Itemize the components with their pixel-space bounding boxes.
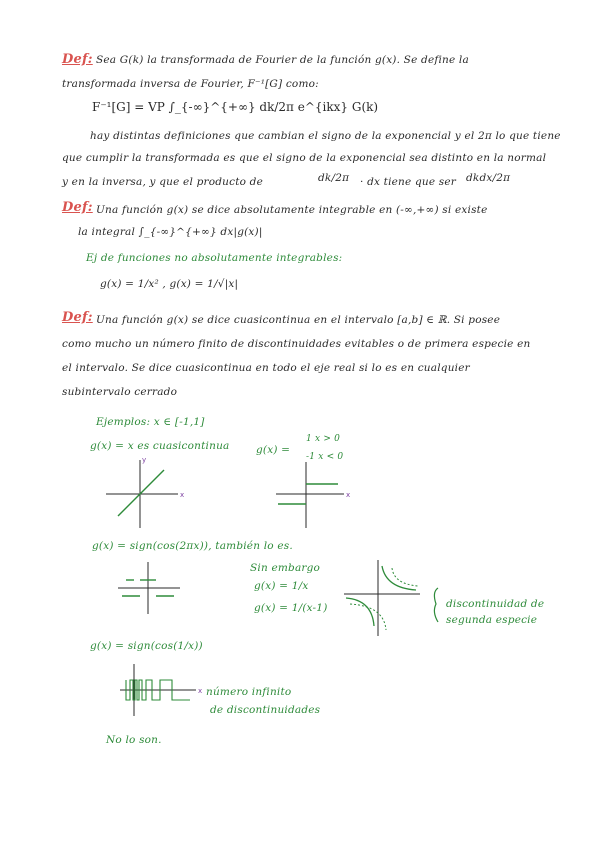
def3-line3: el intervalo. Se dice cuasicontinua en todo el eje real si lo es en cualquier [62,362,470,374]
def2-line1: Una función g(x) se dice absolutamente integrable en (-∞,+∞) si existe [96,204,488,216]
def1-text2: que cumplir la transformada es que el signo de la exponencial sea distinto en la normal [62,152,547,164]
plot1-x-label: x [180,491,185,499]
examples-title: Ejemplos: x ∈ [-1,1] [96,416,205,428]
example-2-lhs: g(x) = [256,444,291,456]
example-6: g(x) = sign(cos(1/x)) [90,640,203,652]
def3-line4: subintervalo cerrado [62,386,178,398]
example-2-case1: 1 x > 0 [306,434,341,444]
def1-line2: transformada inversa de Fourier, F⁻¹[G] como: [62,78,319,90]
def1-frac1: dk/2π [318,172,350,184]
example-4: g(x) = 1/x [254,580,309,592]
def-tag-1: Def: [62,52,93,67]
plot1-y-label: y [142,456,147,464]
example-3: g(x) = sign(cos(2πx)), también lo es. [92,540,293,552]
def2-example-title: Ej de funciones no absolutamente integrables: [86,252,343,264]
plot-hyperbolas [344,560,420,636]
sin-embargo: Sin embargo [250,562,321,574]
def1-text1: hay distintas definiciones que cambian el signo de la exponencial y el 2π lo que tiene [90,130,561,142]
plot-infinite-oscillation [120,664,196,716]
brace-note-1: discontinuidad de [446,598,545,610]
def3-line2: como mucho un número finito de discontinuidades evitables o de primera especie en [62,338,531,350]
def1-frac2: dkdx/2π [466,172,511,184]
inverse-fourier-formula: F⁻¹[G] = VP ∫_{-∞}^{+∞} dk/2π e^{ikx} G(k) [92,100,379,114]
note-infinite-1: número infinito [206,686,292,698]
note-infinite-2: de discontinuidades [210,704,321,716]
plot2-x-label: x [346,491,351,499]
def1-text3: y en la inversa, y que el producto de [62,176,264,188]
plot-sign-cos [118,562,180,614]
def-tag-2: Def: [62,200,93,215]
plot5-x-label: x [198,687,203,695]
def1-text3b: · dx tiene que ser [360,176,457,188]
def2-line2: la integral ∫_{-∞}^{+∞} dx|g(x)| [78,226,263,238]
def-tag-3: Def: [62,310,93,325]
def3-line1: Una función g(x) se dice cuasicontinua en el intervalo [a,b] ∈ ℝ. Si posee [96,314,501,326]
plot-sign [276,462,344,528]
conclusion: No lo son. [106,734,162,746]
brace-note-2: segunda especie [446,614,538,626]
def1-line1: Sea G(k) la transformada de Fourier de la función g(x). Se define la [96,54,469,66]
plot-linear [106,460,178,528]
example-5: g(x) = 1/(x-1) [254,602,328,614]
example-2-case2: -1 x < 0 [306,452,344,462]
example-1: g(x) = x es cuasicontinua [90,440,230,452]
brace-icon [434,588,438,622]
def2-example-formula: g(x) = 1/x² , g(x) = 1/√|x| [100,278,239,290]
